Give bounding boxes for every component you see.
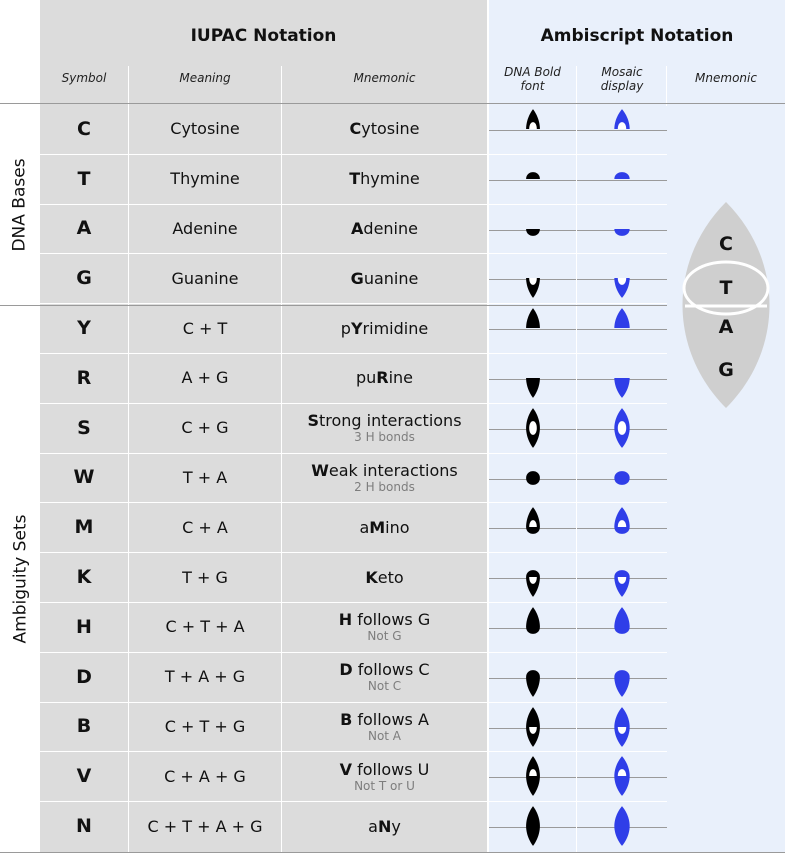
mnemonic-cell (282, 751, 487, 801)
mnemonic-text (311, 461, 458, 480)
mnemonic-cell (282, 104, 487, 154)
symbol-cell: A (76, 217, 92, 240)
mnemonic-prefix: a (368, 816, 378, 836)
symbol-cell: T (77, 167, 91, 190)
ambiscript-mnemonic-diagram (667, 190, 785, 420)
row-divider (40, 353, 667, 354)
mnemonic-text (368, 817, 401, 836)
mnemonic-key-letter: T (349, 169, 361, 189)
mnemonic-prefix: a (359, 517, 370, 537)
mnemonic-cell (282, 652, 487, 702)
meaning-cell: Adenine (172, 218, 238, 238)
symbol-col-header: Symbol (61, 71, 107, 85)
table-row (40, 602, 785, 652)
iupac-header: IUPAC Notation (190, 26, 337, 46)
meaning-cell: T + A + G (164, 667, 246, 687)
meaning-cell: T + A (182, 467, 228, 487)
mnemonic-cell (282, 602, 487, 652)
dna-bold-font-col-header: DNA Bold font (504, 65, 561, 93)
mnemonic-text (365, 568, 403, 587)
mnemonic-suffix: eto (377, 567, 404, 587)
meaning-cell: C + A (182, 517, 228, 537)
mnemonic-cell (282, 154, 487, 204)
row-divider (40, 154, 667, 155)
ambiscript-mnemonic-col-header: Mnemonic (695, 71, 757, 85)
mnemonic-text (307, 411, 461, 430)
mnemonic-key-letter: G (350, 268, 364, 288)
meaning-cell: C + T + G (164, 716, 246, 736)
row-divider (40, 751, 667, 752)
mnemonic-letter-c: C (719, 233, 733, 255)
dna-bold-glyph (513, 554, 553, 600)
mnemonic-key-letter: K (365, 567, 378, 587)
mnemonic-suffix: ino (385, 517, 410, 537)
mnemonic-key-letter: C (349, 119, 362, 139)
dna-bold-glyph (513, 305, 553, 351)
meaning-cell: C + G (181, 418, 229, 438)
symbol-cell: S (77, 416, 91, 439)
dna-bold-glyph (513, 206, 553, 252)
meaning-cell: A + G (181, 368, 229, 388)
symbol-cell: G (76, 267, 92, 290)
table-row (40, 502, 785, 552)
mnemonic-cell (282, 453, 487, 503)
mosaic-glyph (602, 654, 642, 700)
table-row (40, 652, 785, 702)
section-separator (0, 103, 785, 104)
mnemonic-key-letter: R (376, 368, 389, 388)
mnemonic-cell (282, 702, 487, 752)
mnemonic-text (356, 368, 413, 387)
meaning-cell: C + A + G (164, 766, 246, 786)
row-divider (40, 502, 667, 503)
symbol-cell: D (76, 665, 92, 688)
mnemonic-key-letter: W (311, 460, 329, 480)
mnemonic-suffix: rimidine (362, 318, 429, 338)
mnemonic-text (351, 269, 419, 288)
table-row (40, 801, 785, 851)
mnemonic-key-letter: D (339, 660, 353, 680)
symbol-cell: B (76, 715, 92, 738)
section-separator (0, 852, 785, 853)
row-divider (40, 303, 667, 304)
mosaic-glyph (602, 305, 642, 351)
symbol-cell: Y (77, 317, 91, 340)
table-row (40, 552, 785, 602)
mnemonic-suffix: eak interactions (328, 460, 458, 480)
mnemonic-text (349, 119, 419, 138)
mnemonic-suffix: follows C (352, 660, 430, 680)
mnemonic-suffix: uanine (363, 268, 419, 288)
mnemonic-cell (282, 552, 487, 602)
meaning-cell: C + T + A + G (147, 816, 263, 836)
mnemonic-suffix: trong interactions (318, 411, 462, 431)
mosaic-glyph (602, 753, 642, 799)
mosaic-glyph (602, 106, 642, 152)
mnemonic-key-letter: B (340, 709, 353, 729)
meaning-col-header: Meaning (179, 71, 231, 85)
symbol-cell: M (74, 516, 94, 539)
row-divider (40, 552, 667, 553)
mnemonic-suffix: denine (363, 218, 418, 238)
mnemonic-note: 3 H bonds (354, 430, 415, 445)
mnemonic-cell (282, 253, 487, 303)
table-row (40, 751, 785, 801)
dna-bold-glyph (513, 704, 553, 750)
mnemonic-key-letter: M (369, 517, 386, 537)
mosaic-glyph (602, 355, 642, 401)
mosaic-glyph (602, 206, 642, 252)
mnemonic-text (359, 518, 409, 537)
mnemonic-cell (282, 502, 487, 552)
mnemonic-note: 2 H bonds (354, 479, 415, 494)
mnemonic-cell (282, 403, 487, 453)
mnemonic-text (340, 760, 430, 779)
row-divider (40, 453, 667, 454)
mnemonic-key-letter: S (307, 411, 319, 431)
mnemonic-note: Not T or U (354, 778, 415, 793)
mosaic-glyph (602, 405, 642, 451)
column-divider (128, 66, 129, 852)
row-divider (40, 204, 667, 205)
meaning-cell: C + T (182, 318, 228, 338)
table-row (40, 453, 785, 503)
mnemonic-note: Not G (367, 629, 402, 644)
mnemonic-text (339, 610, 430, 629)
mnemonic-col-header: Mnemonic (353, 71, 416, 85)
table-row (40, 702, 785, 752)
mosaic-glyph (602, 604, 642, 650)
mnemonic-suffix: ytosine (361, 119, 420, 139)
meaning-cell: T + G (182, 567, 228, 587)
mnemonic-letter-t: T (719, 277, 733, 299)
section-separator (0, 305, 667, 306)
mnemonic-cell (282, 204, 487, 254)
dna-bold-glyph (513, 654, 553, 700)
meaning-cell: Guanine (171, 268, 239, 288)
column-divider (281, 66, 282, 852)
mnemonic-suffix: follows U (351, 759, 430, 779)
mnemonic-letter-g: G (718, 359, 734, 381)
symbol-cell: N (76, 815, 92, 838)
row-divider (40, 652, 667, 653)
row-divider (40, 253, 667, 254)
mnemonic-key-letter: A (351, 218, 364, 238)
mosaic-display-col-header: Mosaic display (600, 65, 644, 93)
mnemonic-suffix: y (391, 816, 401, 836)
mnemonic-prefix: p (340, 318, 351, 338)
mnemonic-note: Not A (367, 728, 402, 743)
dna-bold-glyph (513, 106, 553, 152)
dna-bold-glyph (513, 604, 553, 650)
mnemonic-text (340, 710, 429, 729)
mosaic-glyph (602, 803, 642, 849)
mosaic-glyph (602, 704, 642, 750)
dna-bold-glyph (513, 803, 553, 849)
meaning-cell: Cytosine (170, 119, 240, 139)
mnemonic-suffix: hymine (360, 169, 420, 189)
mnemonic-letter-a: A (718, 316, 734, 338)
mnemonic-text (341, 319, 428, 338)
mnemonic-text (349, 169, 420, 188)
dna-bold-glyph (513, 156, 553, 202)
mnemonic-key-letter: N (377, 816, 392, 836)
mosaic-glyph (602, 504, 642, 550)
mnemonic-suffix: follows G (352, 610, 431, 630)
mnemonic-key-letter: V (339, 759, 352, 779)
mnemonic-note: Not C (367, 679, 402, 694)
meaning-cell: Thymine (170, 169, 240, 189)
row-divider (40, 602, 667, 603)
column-divider (576, 66, 577, 852)
dna-bold-glyph (513, 504, 553, 550)
meaning-cell: C + T + A (165, 617, 245, 637)
mnemonic-key-letter: H (338, 610, 353, 630)
mnemonic-text (339, 660, 429, 679)
mnemonic-cell (282, 303, 487, 353)
dna-bold-glyph (513, 255, 553, 301)
dna-bold-glyph (513, 355, 553, 401)
symbol-cell: C (77, 117, 91, 140)
dna-bold-glyph (513, 455, 553, 501)
column-divider (666, 66, 667, 106)
dna-bold-glyph (513, 753, 553, 799)
row-divider (40, 801, 667, 802)
dna-bases-group-label: DNA Bases (10, 157, 30, 252)
ambiscript-header: Ambiscript Notation (540, 26, 734, 46)
mnemonic-suffix: follows A (352, 709, 429, 729)
mnemonic-cell (282, 801, 487, 851)
mosaic-glyph (602, 156, 642, 202)
mnemonic-cell (282, 353, 487, 403)
table-row (40, 104, 785, 154)
ambiguity-sets-group-label: Ambiguity Sets (10, 514, 30, 643)
mnemonic-prefix: pu (355, 368, 377, 388)
symbol-cell: H (76, 615, 92, 638)
row-divider (40, 403, 667, 404)
mosaic-glyph (602, 455, 642, 501)
symbol-cell: R (76, 366, 92, 389)
mnemonic-key-letter: Y (350, 318, 363, 338)
mnemonic-suffix: ine (388, 368, 414, 388)
mosaic-glyph (602, 255, 642, 301)
symbol-cell: K (76, 566, 92, 589)
symbol-cell: V (76, 765, 92, 788)
dna-bold-glyph (513, 405, 553, 451)
mnemonic-text (351, 219, 418, 238)
mosaic-glyph (602, 554, 642, 600)
symbol-cell: W (73, 466, 95, 489)
row-divider (40, 702, 667, 703)
